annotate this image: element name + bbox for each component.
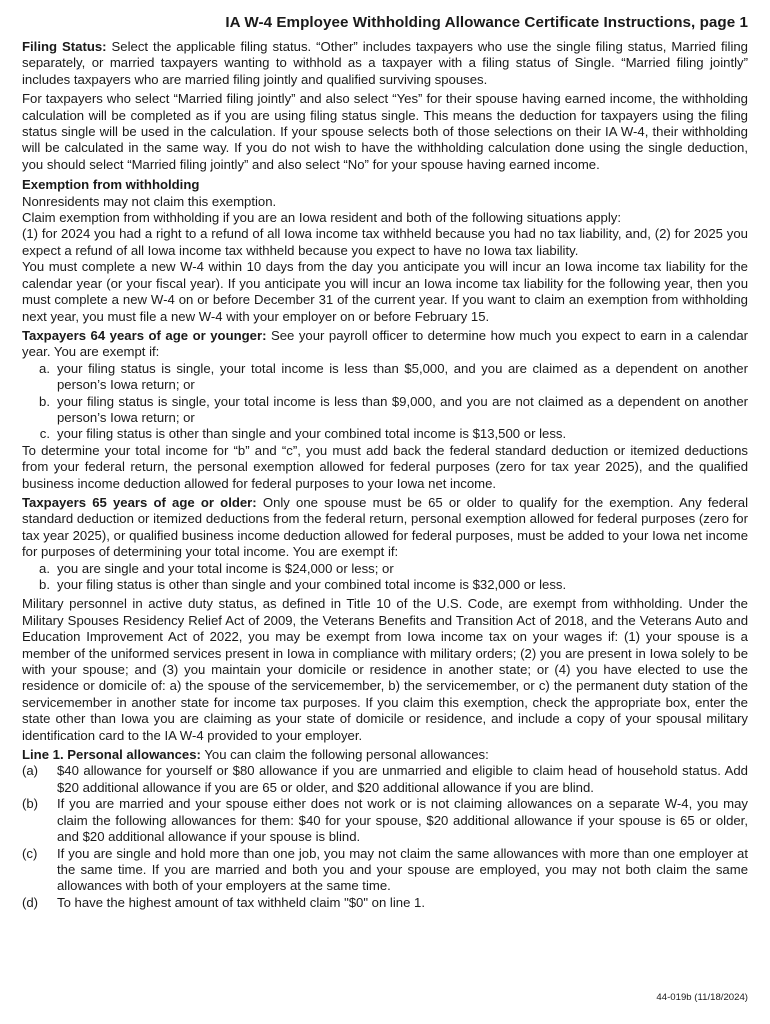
list-text: If you are married and your spouse either does not work or is not claiming allowances on a separate W-4, you may claim the following allowances for them: $40 for your spouse, $20 additional allowance if your spouse is 65 or older, and $20 additional allowance if your spouse is blind.: [57, 796, 748, 845]
list-item: [22, 426, 748, 442]
exemption-new-w4: You must complete a new W-4 within 10 days from the day you anticipate you will incur an Iowa income tax liability for the calendar year (or your fiscal year). If you anticipate you will incur an Iowa income tax liability for the following year, then you must complete a new W-4 on or before December 31 of the current year. If you want to claim an exemption from withholding next year, you must file a new W-4 with your employer on or before February 15.: [22, 259, 748, 324]
list-label: a.: [39, 560, 50, 576]
line1-heading: Line 1. Personal allowances:: [22, 747, 201, 763]
line1-paragraph: [22, 747, 748, 763]
list-text: $40 allowance for yourself or $80 allowance if you are unmarried and eligible to claim head of household status. Add $20 additional allowance if you are 65 or older, and $20 additional allowance if you are blind.: [57, 763, 748, 795]
exemption-claim: Claim exemption from withholding if you are an Iowa resident and both of the following situations apply:: [22, 210, 621, 226]
over65-paragraph: [22, 495, 748, 561]
over65-heading: Taxpayers 65 years of age or older:: [22, 494, 257, 510]
list-text: your filing status is other than single and your combined total income is $32,000 or less.: [57, 577, 567, 592]
list-label: b.: [39, 393, 50, 409]
filing-status-text: Select the applicable filing status. “Other” includes taxpayers who use the single filing status, Married filing separately, or married taxpayers wanting to withhold as a taxpayer with a filing status of Single. “Married filing jointly” includes taxpayers who are married filing jointly and qualified surviving spouses.: [22, 39, 748, 87]
exemption-nonresidents: Nonresidents may not claim this exemption.: [22, 193, 277, 209]
list-text: your filing status is other than single and your combined total income is $13,500 or less.: [57, 426, 567, 442]
list-text: your filing status is single, your total income is less than $5,000, and you are claimed as a dependent on another person’s Iowa return; or: [57, 360, 748, 393]
list-label: (c): [22, 845, 38, 861]
filing-status-heading: Filing Status:: [22, 39, 107, 54]
filing-status-paragraph: [22, 39, 748, 88]
exemption-heading: Exemption from withholding: [22, 177, 200, 193]
under65-heading: Taxpayers 64 years of age or younger:: [22, 327, 267, 343]
list-item: [22, 394, 748, 427]
line1-text: You can claim the following personal allowances:: [200, 747, 489, 763]
list-label: c.: [39, 426, 50, 442]
list-item: [22, 796, 748, 845]
list-item: [22, 577, 748, 593]
under65-text: See your payroll officer to determine how much you expect to earn in a calendar year. You are exempt if:: [22, 327, 748, 360]
list-text: To have the highest amount of tax withheld claim "$0" on line 1.: [57, 894, 425, 910]
exemption-conditions: (1) for 2024 you had a right to a refund of all Iowa income tax withheld because you had no tax liability, and, (2) for 2025 you expect a refund of all Iowa income tax withheld because you expect to have no Iowa tax liability.: [22, 226, 748, 258]
list-item: [22, 846, 748, 895]
list-item: [22, 561, 748, 577]
over65-text: Only one spouse must be 65 or older to qualify for the exemption. Any federal standard deduction or itemized deductions from the federal return, personal exemption allowed for federal purposes (zero for tax year 2025), or qualified business income deduction allowed for federal purposes, must be added to your Iowa net income for purposes of determining your total income. You are exempt if:: [22, 494, 748, 560]
list-label: (d): [22, 894, 39, 910]
list-item: [22, 763, 748, 796]
form-number: 44-019b (11/18/2024): [656, 992, 748, 1003]
filing-status-mfj-paragraph: For taxpayers who select “Married filing jointly” and also select “Yes” for their spouse having earned income, the withholding calculation will be completed as if you are using filing status single. This means the deduction for taxpayers using the filing status single will be used in the calculation. If your spouse selects both of those selections on their IA W-4, their withholding will be calculated in the same way. If you do not wish to have the withholding calculation done using the single deduction, you should select “Married filing jointly” and also select “No” for your spouse having earned income.: [22, 91, 748, 172]
list-label: (a): [22, 763, 39, 779]
military-paragraph: Military personnel in active duty status, as defined in Title 10 of the U.S. Code, are exempt from withholding. Under the Military Spouses Residency Relief Act of 2009, the Veterans Benefits and Transition Act of 2018, and the Veterans Auto and Education Improvement Act of 2022, you may be exempt from Iowa income tax on your wages if: (1) your spouse is a member of the uniformed services present in Iowa in compliance with military orders; (2) you are present in Iowa solely to be with your spouse; and (3) you maintain your domicile or residence in another state; or (4) you have elected to use the residence or domicile of: a) the spouse of the servicemember, b) the servicemember, or c) the permanent duty station of the servicemember in another state for income tax purposes. If you claim this exemption, check the appropriate box, enter the state other than Iowa you are claiming as your state of domicile or residence, and include a copy of your spousal military identification card to the IA W-4 provided to your employer.: [22, 596, 748, 743]
under65-note: To determine your total income for “b” and “c”, you must add back the federal standard deduction or itemized deductions from your federal return, the personal exemption allowed for federal purposes (zero for tax year 2025), and the qualified business income deduction allowed for federal purposes to your Iowa net income.: [22, 442, 748, 491]
list-item: [22, 361, 748, 394]
list-text: If you are single and hold more than one job, you may not claim the same allowances with more than one employer at the same time. If you are married and both you and your spouse are employed, you may not both claim the same allowances with both of your employers at the same time.: [57, 845, 748, 894]
list-item: [22, 895, 748, 911]
under65-paragraph: [22, 328, 748, 361]
list-label: (b): [22, 796, 39, 812]
list-text: your filing status is single, your total income is less than $9,000, and you are not claimed as a dependent on another person’s Iowa return; or: [57, 393, 748, 425]
page-title: IA W-4 Employee Withholding Allowance Certificate Instructions, page 1: [225, 14, 748, 31]
list-label: b.: [39, 577, 50, 592]
list-text: you are single and your total income is $24,000 or less; or: [57, 560, 394, 576]
list-label: a.: [39, 360, 50, 376]
